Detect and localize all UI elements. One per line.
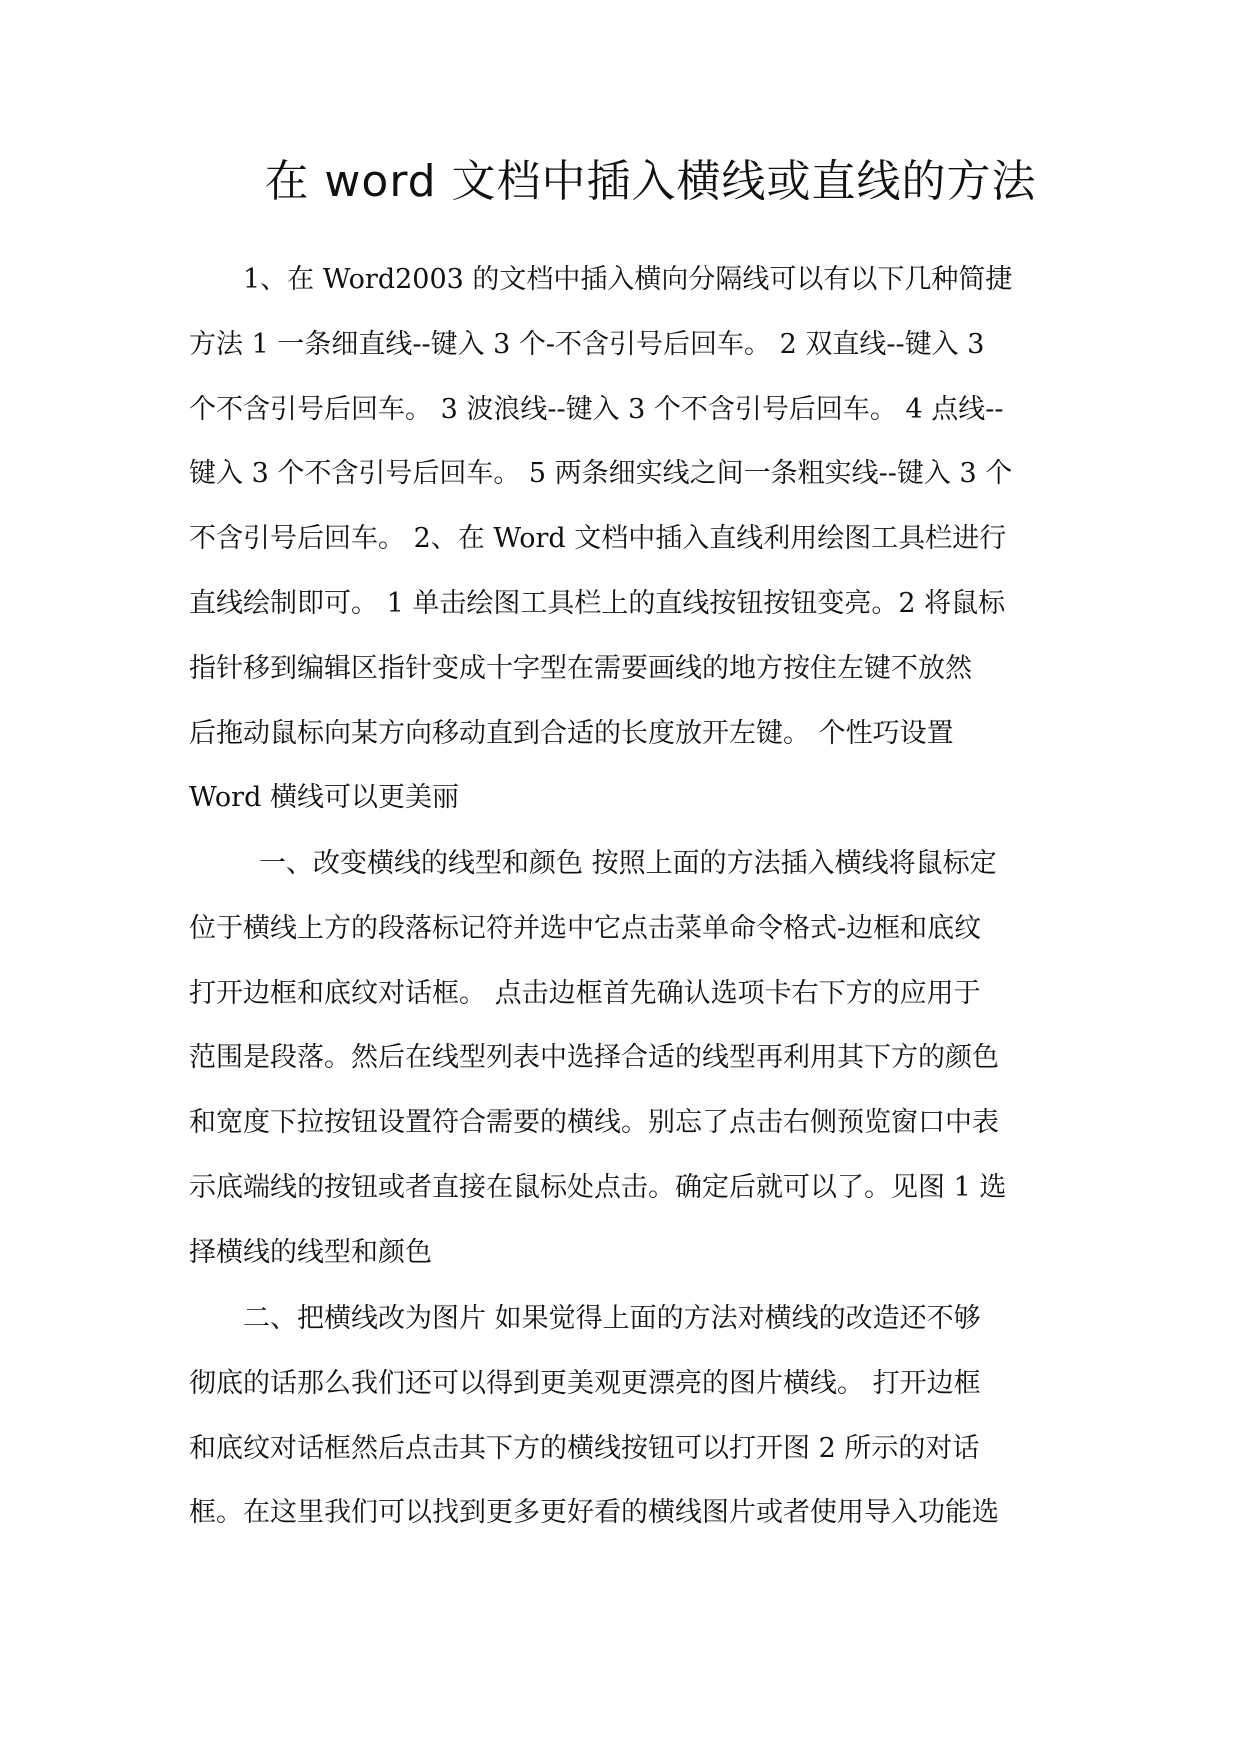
paragraph-line: 彻底的话那么我们还可以得到更美观更漂亮的图片横线。 打开边框: [189, 1367, 981, 1399]
paragraph-line: 1、在 Word2003 的文档中插入横向分隔线可以有以下几种简捷: [243, 264, 1013, 295]
paragraph-3: [189, 1287, 1059, 1546]
paragraph-2: [189, 832, 1059, 1286]
paragraph-line: Word 横线可以更美丽: [189, 782, 459, 814]
paragraph-line: 键入 3 个不含引号后回车。 5 两条细实线之间一条粗实线--键入 3 个: [189, 458, 1013, 490]
paragraph-line: 指针移到编辑区指针变成十字型在需要画线的地方按住左键不放然: [189, 652, 972, 684]
paragraph-line: 一、改变横线的线型和颜色 按照上面的方法插入横线将鼠标定: [259, 848, 997, 879]
paragraph-line: 和宽度下拉按钮设置符合需要的横线。别忘了点击右侧预览窗口中表: [189, 1107, 999, 1139]
paragraph-line: 个不含引号后回车。 3 波浪线--键入 3 个不含引号后回车。 4 点线--: [189, 393, 1004, 425]
paragraph-line: 位于横线上方的段落标记符并选中它点击菜单命令格式-边框和底纹: [189, 912, 982, 944]
paragraph-line: 和底纹对话框然后点击其下方的横线按钮可以打开图 2 所示的对话: [189, 1432, 980, 1464]
paragraph-line: 示底端线的按钮或者直接在鼠标处点击。确定后就可以了。见图 1 选: [189, 1171, 1007, 1203]
paragraph-line: 打开边框和底纹对话框。 点击边框首先确认选项卡右下方的应用于: [189, 977, 981, 1009]
paragraph-line: 范围是段落。然后在线型列表中选择合适的线型再利用其下方的颜色: [189, 1042, 999, 1074]
paragraph-line: 框。在这里我们可以找到更多更好看的横线图片或者使用导入功能选: [189, 1497, 999, 1529]
paragraph-line: 方法 1 一条细直线--键入 3 个-不含引号后回车。 2 双直线--键入 3: [189, 328, 985, 360]
paragraph-line: 后拖动鼠标向某方向移动直到合适的长度放开左键。 个性巧设置: [189, 717, 954, 749]
paragraph-line: 择横线的线型和颜色: [189, 1236, 432, 1268]
paragraph-line: 直线绘制即可。 1 单击绘图工具栏上的直线按钮按钮变亮。2 将鼠标: [189, 587, 1006, 619]
paragraph-1: [189, 248, 1059, 831]
document-title: 在 word 文档中插入横线或直线的方法: [264, 156, 1037, 207]
paragraph-line: 二、把横线改为图片 如果觉得上面的方法对横线的改造还不够: [243, 1303, 981, 1334]
paragraph-line: 不含引号后回车。 2、在 Word 文档中插入直线利用绘图工具栏进行: [189, 523, 1007, 555]
